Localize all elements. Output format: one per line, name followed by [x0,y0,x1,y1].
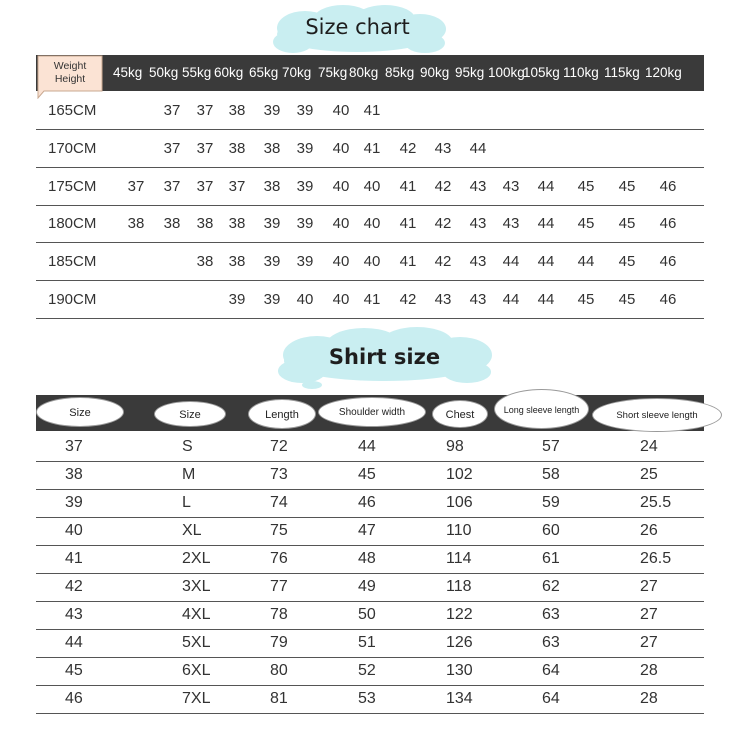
shirt-size-cell: M [182,466,196,483]
shirt-size-cell: 76 [270,550,288,567]
size-value-cell: 43 [434,140,452,157]
shirt-size-cell: 72 [270,438,288,455]
shirt-size-cell: 73 [270,466,288,483]
shirt-size-cell: 60 [542,522,560,539]
size-value-cell: 37 [127,178,145,195]
column-header-bubble: Chest [432,400,488,428]
weight-header-cell: 70kg [282,65,312,80]
shirt-size-cell: 126 [446,634,473,651]
shirt-size-cell: 26 [640,522,658,539]
size-value-cell: 45 [618,291,636,308]
shirt-size-cell: 26.5 [640,550,672,567]
weight-header-cell: 85kg [385,65,415,80]
size-value-cell: 37 [196,102,214,119]
shirt-size-cell: 53 [358,690,376,707]
size-value-cell: 38 [196,215,214,232]
size-chart-row [36,242,704,281]
shirt-size-cell: 130 [446,662,473,679]
shirt-size-cell: XL [182,522,202,539]
size-value-cell: 39 [296,102,314,119]
shirt-size-cell: 122 [446,606,473,623]
weight-header-cell: 115kg [604,65,640,80]
shirt-size-cell: 110 [446,522,472,539]
shirt-size-cell: 134 [446,690,473,707]
shirt-size-cell: 45 [358,466,376,483]
shirt-size-cell: 39 [65,494,83,511]
size-value-cell: 39 [228,291,246,308]
size-value-cell: 45 [618,215,636,232]
size-value-cell: 42 [434,178,452,195]
size-value-cell: 41 [399,253,417,270]
size-value-cell: 39 [263,291,281,308]
size-value-cell: 44 [502,291,520,308]
size-value-cell: 44 [469,140,487,157]
size-value-cell: 37 [196,178,214,195]
size-value-cell: 39 [296,215,314,232]
size-value-cell: 43 [502,178,520,195]
size-chart-row [36,280,704,319]
size-value-cell: 46 [659,215,677,232]
size-value-cell: 42 [399,140,417,157]
shirt-size-cell: 27 [640,578,658,595]
weight-header-cell: 90kg [420,65,450,80]
size-value-cell: 37 [163,140,181,157]
height-cell: 170CM [48,140,97,157]
size-value-cell: 38 [228,102,246,119]
shirt-size-cell: 25 [640,466,658,483]
size-chart-row [36,167,704,206]
size-value-cell: 45 [577,291,595,308]
weight-header-cell: 55kg [182,65,212,80]
column-header-bubble: Size [36,397,124,427]
weight-header-cell: 45kg [113,65,143,80]
size-value-cell: 38 [263,140,281,157]
size-chart-row [36,129,704,168]
size-value-cell: 44 [537,215,555,232]
size-value-cell: 40 [296,291,314,308]
shirt-size-cell: 46 [358,494,376,511]
size-value-cell: 45 [618,253,636,270]
size-value-cell: 38 [196,253,214,270]
size-value-cell: 41 [399,178,417,195]
corner-weight-label: Weight [53,60,87,72]
shirt-size-cell: 43 [65,606,83,623]
shirt-size-cell: 63 [542,606,560,623]
size-value-cell: 44 [577,253,595,270]
shirt-size-cell: 4XL [182,606,211,623]
weight-header-cell: 120kg [645,65,682,80]
shirt-size-row [36,685,704,714]
weight-header-cell: 50kg [149,65,179,80]
shirt-size-cell: 7XL [182,690,211,707]
size-value-cell: 43 [469,178,487,195]
size-value-cell: 45 [618,178,636,195]
shirt-size-cell: 62 [542,578,560,595]
size-chart-header [36,55,704,91]
size-value-cell: 39 [263,253,281,270]
shirt-size-cell: 28 [640,662,658,679]
size-value-cell: 38 [228,140,246,157]
size-value-cell: 37 [196,140,214,157]
size-value-cell: 39 [263,102,281,119]
size-value-cell: 41 [363,291,381,308]
size-value-cell: 37 [163,102,181,119]
weight-header-cell: 95kg [455,65,485,80]
size-value-cell: 41 [363,102,381,119]
corner-height-label: Height [54,73,86,85]
size-value-cell: 42 [399,291,417,308]
size-value-cell: 40 [332,253,350,270]
shirt-size-cell: 24 [640,438,658,455]
shirt-size-cell: 27 [640,606,658,623]
shirt-size-cell: 102 [446,466,473,483]
shirt-size-cell: 59 [542,494,560,511]
size-value-cell: 43 [469,291,487,308]
shirt-size-cell: 3XL [182,578,211,595]
height-cell: 175CM [48,178,97,195]
shirt-size-row [36,629,704,658]
shirt-size-cell: 51 [358,634,376,651]
size-value-cell: 38 [163,215,181,232]
size-value-cell: 43 [502,215,520,232]
shirt-size-cell: 77 [270,578,288,595]
shirt-size-cell: 63 [542,634,560,651]
size-value-cell: 39 [263,215,281,232]
size-value-cell: 39 [296,253,314,270]
shirt-size-cell: 2XL [182,550,211,567]
column-header-bubble: Short sleeve length [592,398,722,432]
size-value-cell: 40 [332,140,350,157]
shirt-size-title-cloud [272,327,497,389]
size-value-cell: 40 [363,178,381,195]
shirt-size-title: Shirt size [328,345,441,369]
weight-header-cell: 110kg [563,65,599,80]
shirt-size-row [36,517,704,546]
shirt-size-cell: 61 [542,550,560,567]
shirt-size-row [36,489,704,518]
size-value-cell: 43 [469,253,487,270]
shirt-size-header [36,395,704,431]
size-value-cell: 38 [228,253,246,270]
size-chart-row [36,91,704,130]
shirt-size-cell: 5XL [182,634,211,651]
size-value-cell: 43 [434,291,452,308]
shirt-size-cell: 49 [358,578,376,595]
size-value-cell: 45 [577,215,595,232]
size-value-cell: 37 [228,178,246,195]
column-header-bubble: Long sleeve length [494,389,589,429]
size-value-cell: 41 [399,215,417,232]
shirt-size-cell: 44 [65,634,83,651]
shirt-size-cell: L [182,494,191,511]
column-header-bubble: Shoulder width [318,397,426,427]
shirt-size-cell: 46 [65,690,83,707]
size-value-cell: 46 [659,253,677,270]
shirt-size-cell: 114 [446,550,472,567]
height-cell: 185CM [48,253,97,270]
size-value-cell: 44 [537,253,555,270]
size-value-cell: 41 [363,140,381,157]
shirt-size-cell: 98 [446,438,464,455]
shirt-size-row [36,461,704,490]
shirt-size-cell: 57 [542,438,560,455]
shirt-size-cell: 78 [270,606,288,623]
size-value-cell: 38 [228,215,246,232]
shirt-size-cell: 64 [542,690,560,707]
shirt-size-cell: 40 [65,522,83,539]
size-value-cell: 46 [659,291,677,308]
shirt-size-row [36,433,704,462]
size-chart-title: Size chart [305,15,410,39]
weight-header-cell: 80kg [349,65,379,80]
shirt-size-cell: 74 [270,494,288,511]
shirt-size-cell: 79 [270,634,288,651]
size-value-cell: 40 [332,215,350,232]
shirt-size-cell: 27 [640,634,658,651]
shirt-size-cell: 80 [270,662,288,679]
shirt-size-cell: 81 [270,690,288,707]
shirt-size-cell: 118 [446,578,472,595]
shirt-size-cell: 6XL [182,662,211,679]
size-value-cell: 46 [659,178,677,195]
shirt-size-cell: 37 [65,438,83,455]
shirt-size-row [36,545,704,574]
shirt-size-cell: 28 [640,690,658,707]
shirt-size-cell: 50 [358,606,376,623]
shirt-size-cell: 64 [542,662,560,679]
size-value-cell: 38 [127,215,145,232]
size-value-cell: 40 [363,215,381,232]
size-value-cell: 42 [434,215,452,232]
size-value-cell: 40 [363,253,381,270]
size-chart-row [36,204,704,243]
weight-header-cell: 105kg [523,65,560,80]
height-cell: 165CM [48,102,97,119]
size-value-cell: 40 [332,102,350,119]
height-cell: 180CM [48,215,97,232]
shirt-size-cell: 44 [358,438,376,455]
shirt-size-cell: 48 [358,550,376,567]
size-value-cell: 38 [263,178,281,195]
size-value-cell: 45 [577,178,595,195]
shirt-size-cell: 38 [65,466,83,483]
size-value-cell: 39 [296,178,314,195]
weight-header-cell: 65kg [249,65,279,80]
weight-header-cell: 60kg [214,65,244,80]
column-header-bubble: Size [154,401,226,427]
shirt-size-cell: S [182,438,193,455]
size-value-cell: 40 [332,291,350,308]
shirt-size-cell: 45 [65,662,83,679]
height-cell: 190CM [48,291,97,308]
shirt-size-cell: 42 [65,578,83,595]
shirt-size-cell: 106 [446,494,473,511]
shirt-size-row [36,573,704,602]
weight-header-cell: 75kg [318,65,348,80]
shirt-size-cell: 75 [270,522,288,539]
shirt-size-row [36,657,704,686]
size-value-cell: 44 [502,253,520,270]
shirt-size-cell: 25.5 [640,494,672,511]
size-value-cell: 44 [537,178,555,195]
weight-header-cell: 100kg [488,65,525,80]
size-value-cell: 37 [163,178,181,195]
shirt-size-cell: 47 [358,522,376,539]
size-value-cell: 42 [434,253,452,270]
size-value-cell: 43 [469,215,487,232]
shirt-size-cell: 58 [542,466,560,483]
shirt-size-row [36,601,704,630]
size-value-cell: 44 [537,291,555,308]
column-header-bubble: Length [248,399,316,429]
shirt-size-cell: 52 [358,662,376,679]
size-chart-title-cloud [265,4,450,56]
size-value-cell: 39 [296,140,314,157]
size-value-cell: 40 [332,178,350,195]
shirt-size-cell: 41 [65,550,83,567]
